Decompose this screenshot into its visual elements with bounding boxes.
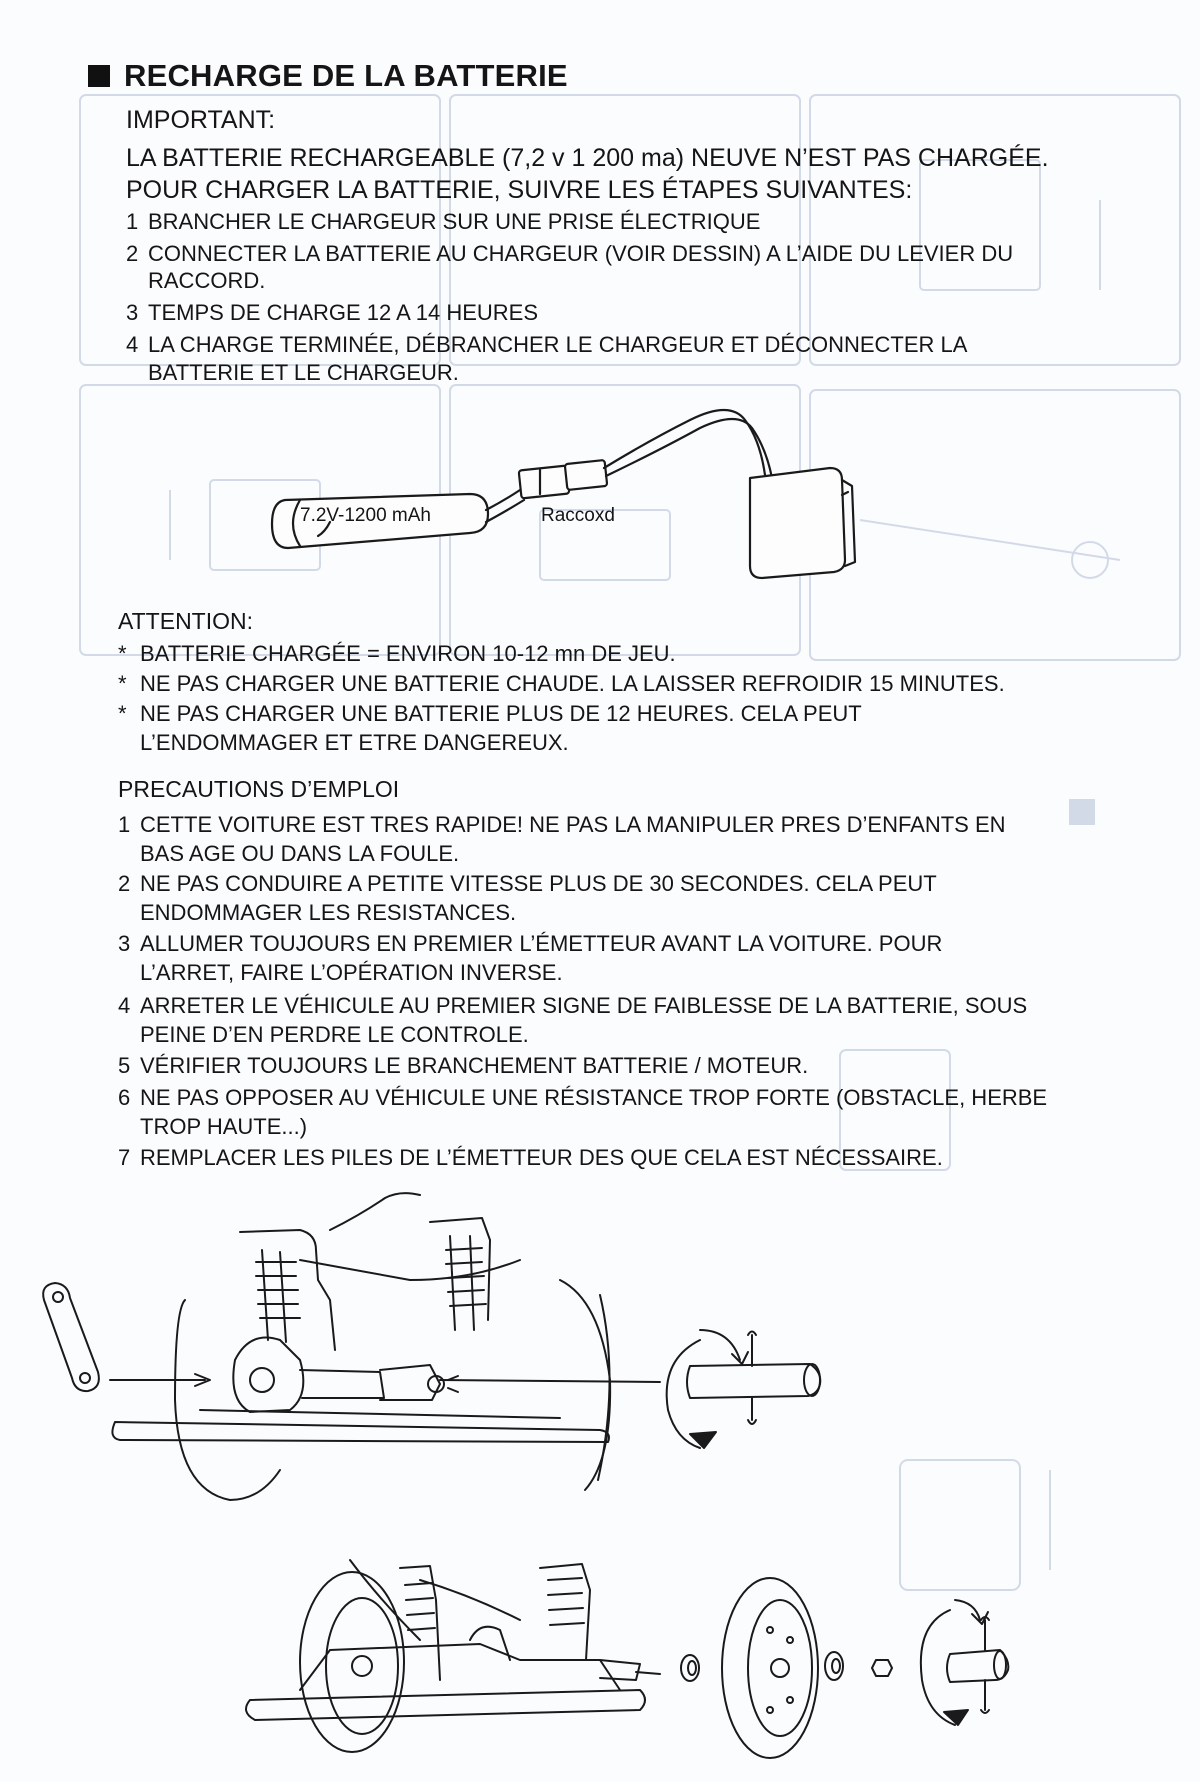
precaution-6-continuation: TROP HAUTE...) bbox=[140, 1114, 308, 1139]
battery-label: 7.2V-1200 mAh bbox=[300, 505, 431, 526]
precaution-3-continuation: L’ARRET, FAIRE L’OPÉRATION INVERSE. bbox=[140, 960, 563, 985]
precautions-heading: PRECAUTIONS D’EMPLOI bbox=[118, 776, 400, 802]
asterisk-bullet: * bbox=[118, 671, 127, 696]
precaution-text: ALLUMER TOUJOURS EN PREMIER L’ÉMETTEUR AVANT LA VOITURE. POUR bbox=[140, 931, 943, 956]
attention-text: NE PAS CHARGER UNE BATTERIE PLUS DE 12 HEURES. CELA PEUT bbox=[140, 701, 862, 726]
step-4-continuation: BATTERIE ET LE CHARGEUR. bbox=[148, 360, 459, 385]
asterisk-bullet: * bbox=[118, 701, 127, 726]
precaution-number: 2 bbox=[118, 871, 131, 896]
precaution-1-continuation: BAS AGE OU DANS LA FOULE. bbox=[140, 841, 460, 866]
attention-heading: ATTENTION: bbox=[118, 608, 254, 634]
precaution-text: REMPLACER LES PILES DE L’ÉMETTEUR DES QUE CELA EST NÉCESSAIRE. bbox=[140, 1145, 943, 1170]
precaution-number: 4 bbox=[118, 993, 131, 1018]
lower-wheel-assembly bbox=[246, 1560, 1008, 1758]
precaution-2-continuation: ENDOMMAGER LES RESISTANCES. bbox=[140, 900, 517, 925]
attention-text: BATTERIE CHARGÉE = ENVIRON 10-12 mn DE JEU. bbox=[140, 641, 676, 666]
rotation-arrow-icon bbox=[667, 1340, 700, 1448]
precaution-text: NE PAS OPPOSER AU VÉHICULE UNE RÉSISTANCE TROP FORTE (OBSTACLE, HERBE bbox=[140, 1085, 1048, 1110]
important-line-2: POUR CHARGER LA BATTERIE, SUIVRE LES ÉTAPES SUIVANTES: bbox=[126, 176, 913, 204]
connector-label: Raccoxd bbox=[541, 505, 615, 526]
asterisk-bullet: * bbox=[118, 641, 127, 666]
important-heading: IMPORTANT: bbox=[126, 106, 276, 134]
step-number: 4 bbox=[126, 332, 139, 357]
step-text: LA CHARGE TERMINÉE, DÉBRANCHER LE CHARGEUR ET DÉCONNECTER LA bbox=[148, 332, 968, 357]
precaution-number: 6 bbox=[118, 1085, 131, 1110]
precaution-text: ARRETER LE VÉHICULE AU PREMIER SIGNE DE FAIBLESSE DE LA BATTERIE, SOUS bbox=[140, 993, 1028, 1018]
precaution-text: CETTE VOITURE EST TRES RAPIDE! NE PAS LA MANIPULER PRES D’ENFANTS EN bbox=[140, 812, 1006, 837]
upper-drive-assembly bbox=[43, 1193, 820, 1500]
precaution-text: NE PAS CONDUIRE A PETITE VITESSE PLUS DE 30 SECONDES. CELA PEUT bbox=[140, 871, 937, 896]
attention-text: NE PAS CHARGER UNE BATTERIE CHAUDE. LA LAISSER REFROIDIR 15 MINUTES. bbox=[140, 671, 1005, 696]
important-line-1: LA BATTERIE RECHARGEABLE (7,2 v 1 200 ma) NEUVE N’EST PAS CHARGÉE. bbox=[126, 144, 1049, 172]
step-2-continuation: RACCORD. bbox=[148, 268, 266, 293]
step-text: TEMPS DE CHARGE 12 A 14 HEURES bbox=[148, 300, 539, 325]
precaution-number: 3 bbox=[118, 931, 131, 956]
precaution-number: 5 bbox=[118, 1053, 131, 1078]
precaution-number: 7 bbox=[118, 1145, 131, 1170]
rotation-arrow-icon bbox=[921, 1610, 955, 1725]
step-number: 1 bbox=[126, 209, 139, 234]
step-text: CONNECTER LA BATTERIE AU CHARGEUR (VOIR DESSIN) A L’AIDE DU LEVIER DU bbox=[148, 241, 1014, 266]
page-title-text: RECHARGE DE LA BATTERIE bbox=[124, 58, 568, 93]
step-number: 3 bbox=[126, 300, 139, 325]
precaution-number: 1 bbox=[118, 812, 131, 837]
step-number: 2 bbox=[126, 241, 139, 266]
precaution-4-continuation: PEINE D’EN PERDRE LE CONTROLE. bbox=[140, 1022, 529, 1047]
step-text: BRANCHER LE CHARGEUR SUR UNE PRISE ÉLECTRIQUE bbox=[148, 209, 761, 234]
precaution-text: VÉRIFIER TOUJOURS LE BRANCHEMENT BATTERIE / MOTEUR. bbox=[140, 1053, 809, 1078]
attention-item-3-continuation: L’ENDOMMAGER ET ETRE DANGEREUX. bbox=[140, 730, 569, 755]
